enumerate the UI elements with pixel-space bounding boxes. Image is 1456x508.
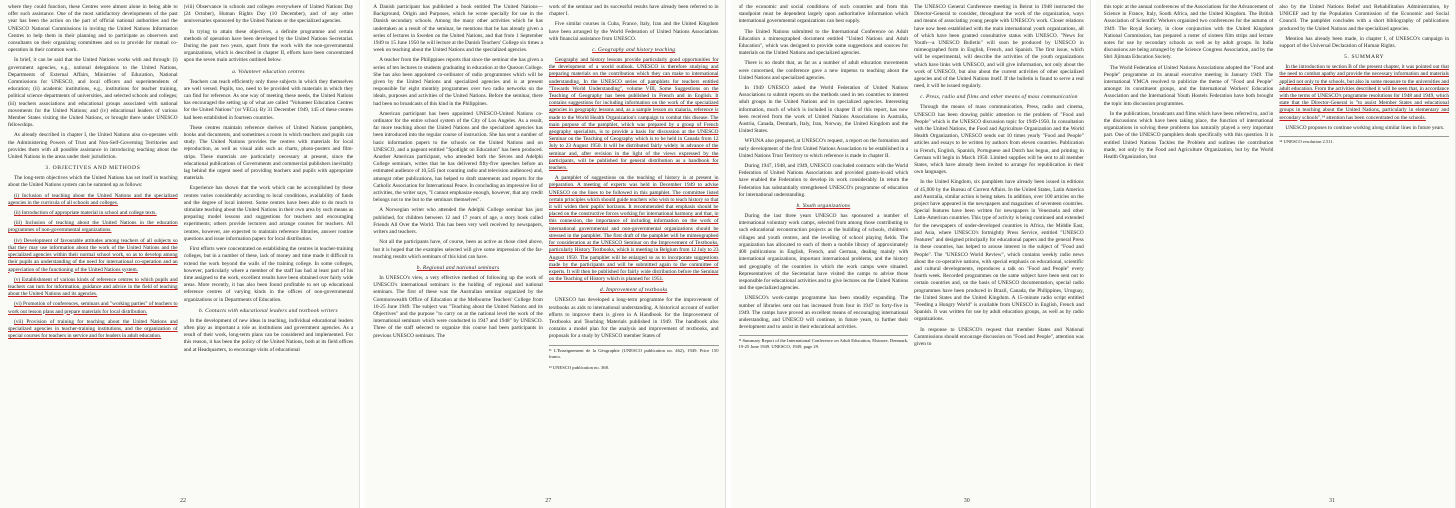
footnote: ¹⁴ UNESCO resolution 2.511. <box>1279 136 1449 145</box>
objective-item: (iii) Inclusion of teaching about the United Nations in the education programmes of non-governmental organizations. <box>8 220 178 234</box>
paragraph: These centres maintain reference shelves of United Nations pamphlets, books and documents, and sometimes a room in which teachers and pupils can study. The United Nations provides the centres with materials for local reproduction, as well as visual aids such as charts, photo-posters and film-strips. These materials are particularly necessary at present, since the educational publications of Governments and commercial publishers inevitably lag behind the urgent need of providing teachers and pupils with appropriate materials. <box>183 124 354 182</box>
paragraph: Teachers can teach efficiently only those subjects in which they themselves are well versed. Pupils, too, need to be provided with materials in which they can find for reference. As one way of meeting these needs, the United Nations has encouraged the setting up of what are called "Volunteer Education Centres for the United Nations" (or VECs). By 31 December 1949, 145 of these centres had been established in fourteen countries. <box>183 78 354 121</box>
paragraph: (viii) Observance in schools and colleges everywhere of United Nations Day (24 October), Human Rights Day (10 December), and of any other anniversaries sponsored by the United Nations or the specialized agencies. <box>183 4 354 25</box>
subsection-heading: c. Geography and history teaching <box>592 47 676 54</box>
section-heading: 5. SUMMARY <box>1344 54 1385 61</box>
paragraph: In brief, it can be said that the United Nations works with and through: (i) government agencies, e.g., national delegations to the United Nations, Departments of External Affairs, Ministries of Education, National Commissions for UNESCO, and local officers and superintendents of education; (ii) academic institutions, e.g., institutions for teacher training, political science departments of universities, and selected schools and colleges; (iii) teachers associations and educational groups associated with national movements for the United Nations; and (iv) educational leaders of various Member States visiting the United Nations, or brought there under UNESCO fellowships. <box>8 57 178 129</box>
subsection-heading: b. Regional and national seminars <box>416 264 500 271</box>
footnote: ¹² UNESCO publication no. 368. <box>548 364 610 370</box>
paragraph: In trying to attain these objectives, a definite programme and certain methods of operation have been developed by the United Nations Secretariat. During the past two years, apart from the work with the non-governmental organizations, which is described in chapter II, efforts have been concentrated upon the seven main activities outlined below. <box>183 28 354 64</box>
objective-item: (v) Establishment of various kinds of reference centres to which pupils and teachers can turn for information, guidance and advice in the field of teaching about the United Nations and its agencies. <box>8 276 178 298</box>
paragraph: The United Nations submitted to the International Conference on Adult Education a mimeographed document entitled "United Nations and Adult Education", which was designed to provide some suggestions and sources for materials on the United Nations and specialized agencies. <box>738 28 909 57</box>
paragraph: In the publications, broadcasts and films which have been referred to, and in the discussions which have been taking place, the function of international organizations in solving these problems has naturally played a very important part. One of the UNESCO pamphlets deals specifically with this question. It is entitled United Nations Tackles the Problem and outlines the contribution made, not only by the Food and Agriculture Organization, but by the World Health Organization, but <box>1103 110 1274 161</box>
objective-item: (ii) Introduction of appropriate material in school and college texts. <box>14 210 157 217</box>
page-27-column-2 <box>549 4 719 484</box>
paragraph: In the introduction to section B of the present chapter, it was pointed out that the need to combat apathy and provide the necessary information and materials applied not only to the schools, but also in some measure to the universities and adult education. From the activities described it will be seen that, in accordance with the terms of UNESCO's programme resolutions for 1948 and 1949, which state that the Director-General is "to assist Member States and educational groups in teaching about the United Nations, particularly in elementary and secondary schools",¹⁴ attention has been concentrated on the schools. <box>1279 64 1449 121</box>
paragraph: Five similar courses in Cuba, France, Italy, Iran and the United Kingdom have been arranged by the World Federation of United Nations Associations with financial assistance from UNESCO. <box>548 21 719 42</box>
page-27 <box>365 0 725 508</box>
objective-item: (iv) Development of favourable attitudes among teachers of all subjects so that they may use information about the work of the United Nations and the specialized agencies within their normal school work, so as to develop among their pupils an understanding of the need for international co-operation and an appreciation of the functioning of the United Nations system. <box>8 237 178 273</box>
section-heading: 3. OBJECTIVES AND METHODS <box>45 165 141 172</box>
page-30-column-2 <box>914 4 1084 484</box>
paragraph: also by the United Nations Relief and Rehabilitation Administration, by UNICEF and by the Population Commission of the Economic and Social Council. The pamphlet concludes with a short bibliography of publications produced by the United Nations and the specialized agencies. <box>1279 4 1449 32</box>
page-number: 30 <box>963 498 970 504</box>
paragraph: The UNESCO General Conference meeting in Beirut in 1948 instructed the Director-General to consider, throughout the work of the organization, ways and means of associating young people with UNESCO's work. Closer relations have now been established with the main international youth organizations, all of which have been granted consultative status with UNESCO. "News for Youth—a UNESCO Bulletin" will soon be produced by UNESCO in mimeographed form in English, French, and Spanish. The first issue, which will be experimental, will describe the activities of the youth organizations which have links with UNESCO, and will give information, not only about the work of UNESCO, but also about the current activities of other specialized agencies and of the United Nations itself. If the bulletin is found to serve a real need, it will be issued regularly. <box>914 4 1084 90</box>
page-22-column-1 <box>8 4 178 484</box>
paragraph: In the development of new ideas in teaching, individual educational leaders often play as important a role as institutions and government agencies. As a result of their work, long-term plans can be considered and implemented. For this reason, it has been the policy of the United Nations, both at its field offices and at Headquarters, to encourage visits of educational <box>183 317 354 353</box>
paragraph: The long-term objectives which the United Nations has set itself in teaching about the United Nations system can be summed up as follows: <box>8 175 178 189</box>
paragraph: where they could function, these Centres were almost alone in being able to offer such assistance. One of the most satisfactory developments of the past year has been the action on the part of official national authorities and the UNESCO National Commissions in inviting the United Nations Information Centres to help them in their planning and to participate as observers and consultants on their organizing committees and so to provide for mutual co-operation in their common work. <box>8 4 178 54</box>
paragraph: During the last three years UNESCO has sponsored a number of international voluntary work camps, selected from among those contributing to such educational reconstruction projects as the building of schools, children's villages and youth centres, and the levelling of school playing fields. The organization has allocated to each of them a mobile library of approximately 400 publications in English, French, and German, dealing mainly with international organizations, important international problems, and the history and geography of the countries in which the work camps were situated. Representatives of the Secretariat have visited the camps to advise those responsible for educational activities and to give lectures on the United Nations and the specialized agencies. <box>738 213 909 292</box>
subsection-heading: a. Volunteer education centres <box>232 68 305 75</box>
paragraph: Not all the participants have, of course, been as active as those cited above, but it is hoped that the examples selected will give some impression of the far-reaching results which seminars of this kind can have. <box>373 239 543 260</box>
paragraph: UNESCO has developed a long-term programme for the improvement of textbooks as aids to international understanding. A historical account of earlier efforts to improve them is given in A Handbook for the Improvement of Textbooks and Teaching Materials published in 1949. The handbook also contains a model plan for the analysis and improvement of textbooks, and proposals for a study by UNESCO member States of <box>548 297 719 340</box>
paragraph: Geography and history lessons provide particularly good opportunities for the development of a world outlook. UNESCO is therefore studying and preparing materials on the contribution which they can make to international understanding. In the UNESCO series of pamphlets for teachers entitled "Towards World Understanding", volume VIII, Some Suggestions on the Teaching of Geography has been published in French and in English. It contains suggestions for including information on the work of the specialized agencies in geography lessons and, as a sample lesson on malaria, reference is made to the World Health Organization's campaign to combat this disease. The main purpose of the pamphlet, which was prepared by a group of French geography specialists, is to provide a basis for discussion at the UNESCO Seminar on the Teaching of Geography which is to be held in Canada from 12 July to 23 August 1950. It will be distributed fairly widely in advance of the seminar and, after revision in the light of the views expressed by the participants, will be published for general distribution as a handbook for teachers. <box>548 57 719 172</box>
objective-item: (vi) Promotion of conferences, seminars and "working parties" of teachers to work out lesson plans and prepare materials for local distribution. <box>8 301 178 315</box>
paragraph: A Norwegian writer who attended the Adelphi College seminar has just published, for children between 12 and 17 years of age, a story book called Friends All Over the World. This has been very well received by newspapers, writers and teachers. <box>373 207 543 236</box>
subsection-heading: b. Contacts with educational leaders and textbook writers <box>199 307 338 314</box>
paragraph: WFUNA also prepared, at UNESCO's request, a report on the formation and early development of the first United Nations Association to be established in a United Nations Trust Territory to which reference is made in chapter II. <box>738 138 909 159</box>
paragraph: work of the seminar and its successful results have already been referred to in chapter I. <box>548 4 719 18</box>
subsection-heading: d. Improvement of textbooks <box>599 287 668 294</box>
paragraph: UNESCO's work-camps programme has been steadily expanding. The number of libraries sent out has increased from four in 1947 to forty-five in 1949. The camps have proved an excellent means of encouraging international understanding, and UNESCO will continue, in future years, to further their development and to assist in their educational activities. <box>738 295 909 331</box>
paragraph: In UNESCO's view, a very effective method of following up the work of UNESCO's international seminars is the holding of regional and national seminars. The first of these was the Australian seminar organized by the Commonwealth Office of Education at the Melbourne Teachers' College from 10-25 June 1949. The subject was "Teaching about the United Nations and its Objectives" and the purpose "to carry on at the national level the work of the international seminars which were conducted in 1947 and 1948" by UNESCO. Three of the staff selected to organize this course had been participants in previous UNESCO seminars. The <box>373 274 543 339</box>
paragraph: As already described in chapter I, the United Nations also co-operates with the Administering Powers of Trust and Non-Self-Governing Territories and provides them with all possible assistance in introducing teaching about the United Nations in the areas under their jurisdiction. <box>8 132 178 161</box>
objective-item: (vii) Provision of training for teaching about the United Nations and specialized agencies in teacher-training institutions, and the organization of special courses for teachers in service and for leaders in adult education. <box>8 318 178 340</box>
page-22 <box>0 0 360 508</box>
page-27-column-1 <box>373 4 543 484</box>
paragraph: There is no doubt that, as far as a number of adult education movements were concerned, the conference gave a new impetus to teaching about the United Nations and specialized agencies. <box>738 60 909 81</box>
footnote: ¹¹ L'Enseignement de la Géographie (UNESCO publication no. 462), 1949. Price 150 francs. <box>549 345 719 360</box>
page-22-column-2 <box>184 4 354 484</box>
subsection-heading: c. Press, radio and films and other means of mass communication <box>920 94 1078 101</box>
page-31 <box>1096 0 1456 508</box>
paragraph: A pamphlet of suggestions on the teaching of history is at present in preparation. A meeting of experts was held in December 1949 to advise UNESCO on the lines to be followed in this pamphlet. The committee listed certain principles which should guide teachers who wish to teach history so that it will widen their pupils' horizons. It recommended that emphasis should be placed on the constructive forces working for international harmony and that, in this connexion, the importance of including information on the work of international governmental and non-governmental organizations should be stressed in the pamphlet. The first draft of the pamphlet will be mimeographed for consideration at the UNESCO Seminar on the Improvement of Textbooks, particularly History Textbooks, which is meeting in Belgium from 12 July to 23 August 1950. The pamphlet will be enlarged so as to incorporate suggestions made by the participants and will be submitted again to the committee of experts. It will then be published for fairly wide distribution before the Seminar on the Teaching of History which is planned for 1951. <box>548 175 719 283</box>
paragraph: First efforts were concentrated on establishing the centres in teacher-training colleges, but in a number of these, lack of money and time made it difficult to extend the work beyond the walls of the training college. In some colleges, however, particularly where a member of the staff has had at least part of his time assigned to the work, excellent results have been obtained over fairly wide areas. More recently, it has also been found profitable to set up educational reference centres of varying kinds in the offices of non-governmental organizations or in Departments of Education. <box>183 246 354 303</box>
paragraph: Experience has shown that the work which can be accomplished by these centres varies considerably according to local conditions, availability of funds and the degree of local interest. Some centres have been able to do much to stimulate teaching about the United Nations in their own area by such means as preparing model lessons and suggestions for teachers and encouraging experiments; others provide lecturers and arrange courses for teachers. All centres, however, are expected to maintain reference libraries, answer routine questions and issue information papers for local distribution. <box>183 185 354 242</box>
paragraph: In the United Kingdom, six pamphlets have already been issued in editions of 45,000 by the Bureau of Current Affairs. In the United States, Latin America and Australia, similar action is being taken. In addition, over 100 articles on the project have appeared in the newspapers and magazines of seventeen countries. Special features have been written for newspapers in Venezuela and other Latin-American countries. This type of activity is being continued and extended for the newspapers of under-developed countries in Africa, the Middle East, and Asia, where UNESCO's fortnightly Press Service, entitled "UNESCO Features" and designed principally for educational papers and the general Press in these countries, has helped to arouse interest in the subject of "Food and People". The "UNESCO World Review", which contains weekly radio news about the co-operative nations, with special emphasis on educational, scientific and cultural developments, reproduces a talk on "Food and People" every fourth week. Recorded programmes on the same subject have been sent out to certain countries and, on the basis of UNESCO documentation, special radio programmes have been produced in Brazil, Canada, the Philippines, Uruguay, the United States and the United Kingdom. A 15-minute radio script entitled "Feeding a Hungry World" is available from UNESCO in English, French and Spanish. It was written for use by adult education groups, as well as by radio organizations. <box>914 179 1084 323</box>
objective-item: (i) Inclusion of teaching about the United Nations and the specialized agencies in the curricula of all schools and colleges. <box>8 192 178 206</box>
paragraph: The World Federation of United Nations Associations adopted the "Food and People" programme at its annual executive meeting in January 1949. The international YMCA resolved to publicize the theme of "Food and People" amongst its constituent groups, and the International Workers' Education Association and the International Youth Hostels Federation have both brought the topic into discussion programmes. <box>1103 64 1274 107</box>
paragraph: UNESCO proposes to continue working along similar lines in future years. <box>1285 124 1445 131</box>
page-30-column-1 <box>739 4 909 484</box>
paragraph: A Danish participant has published a book entitled The United Nations—Background, Origin and Purposes, which he wrote specially for use in the Danish secondary schools. Among the many other activities which he has undertaken as a result of the seminar, he mentions that he has already given a series of lectures in Sweden on the United Nations, and that from 1 September 1949 to 15 June 1950 he will lecture at the Danish Teachers' College six times a week on teaching about the United Nations and the specialized agencies. <box>373 4 543 54</box>
page-number: 31 <box>1329 498 1335 504</box>
paragraph: Through the means of mass communication, Press, radio and cinema, UNESCO has been drawing public attention to the problem of "Food and People" which is the UNESCO discussion topic for 1949-1950. In consultation with the United Nations, the Food and Agriculture Organization and the World Health Organization, UNESCO sends out 10 times yearly "Food and People" articles and essays to be written by authors from eleven countries. Publication in French, English, Spanish, Portuguese and Dutch has begun, and printing in German will begin in March 1950. Limited supplies will be sent to all member States, which have already been invited to arrange for republication in their own languages. <box>914 104 1084 176</box>
paragraph: A teacher from the Philippines reports that since the seminar she has given a series of ten lectures to students graduating in education at the Quezon College. She has also been appointed co-ordinator of radio programmes which will be given by the United Nations and specialized agencies and is at present responsible for eight monthly programmes over two radio networks on the ideals, purposes and activities of the United Nations. Before the seminar, there had been no broadcasts of this kind in the Philippines. <box>373 57 543 107</box>
paragraph: In 1949 UNESCO asked the World Federation of United Nations Associations to submit reports on the methods used in ten countries to interest adult groups in the United Nations and its specialized agencies. Interesting information, much of which is included in chapter II of this report, has now been received from the work of United Nations Associations in Australia, Austria, Canada, Denmark, Italy, Iran, Norway, the United Kingdom and the United States. <box>738 85 909 135</box>
page-30 <box>731 0 1091 508</box>
page-number: 22 <box>180 498 186 504</box>
paragraph: Mention has already been made, in chapter I, of UNESCO's campaign in support of the Universal Declaration of Human Rights. <box>1279 35 1449 50</box>
page-31-column-2 <box>1279 4 1449 484</box>
paragraph: American participant has been appointed UNESCO-United Nations co-ordinator for the entire school system of the City of Los Angeles. As a result, far more teaching about the United Nations and the specialized agencies has been introduced into the regular course of instruction. She has sent a number of basic information papers to the schools on the United Nations and on UNESCO, and a pageant entitled "Spotlight on Education" has been produced. Another American participant, who attended both the Sèvres and Adelphi College seminars, writes that he has delivered fifty-five speeches before an estimated audience of 10,545 (not counting radio and television audiences) and, amongst other publications, has helped to draft statements and reports for the Catholic Association for International Peace. In concluding an impressive list of activities, the writer says, "I cannot emphasize enough, however, that any credit belongs not to me but to the seminars themselves". <box>373 110 543 204</box>
paragraph: In response to UNESCO's request that member States and National Commissions should encourage discussion on "Food and People", attention was given to <box>914 326 1084 347</box>
paragraph: of the economic and social conditions of such countries and from this standpoint must be dependent largely upon authoritative information which international governmental organizations can best supply. <box>738 4 909 25</box>
page-31-column-1 <box>1104 4 1274 484</box>
paragraph: this topic at the annual conferences of the Associations for the Advancement of Science in France, Italy, South Africa, and the United Kingdom. The British Association of Scientific Workers organized two conferences for the autumn of 1949. The Royal Society, in close conjunction with the United Kingdom National Commission, has prepared a roster of sixteen film strips and lecture notes for use by secondary schools as well as by adult groups. In India discussions are being arranged by the Science Congress Association, and by the Shri Jijimata Education Society. <box>1103 4 1274 61</box>
paragraph: During 1947, 1948, and 1949, UNESCO concluded contracts with the World Federation of United Nations Associations and provided grants-in-aid which have enabled the Federation to develop its work considerably. In return the Federation has substantially strengthened UNESCO's programme of education for international understanding. <box>738 163 909 198</box>
page-number: 27 <box>545 498 552 504</box>
footnote: ¹³ Summary Report of the International Conference on Adult Education, Elsinore, Denmark, 19-25 June 1949. UNESCO, 1949, page 29. <box>739 335 909 350</box>
subsection-heading: b. Youth organizations <box>796 203 851 210</box>
